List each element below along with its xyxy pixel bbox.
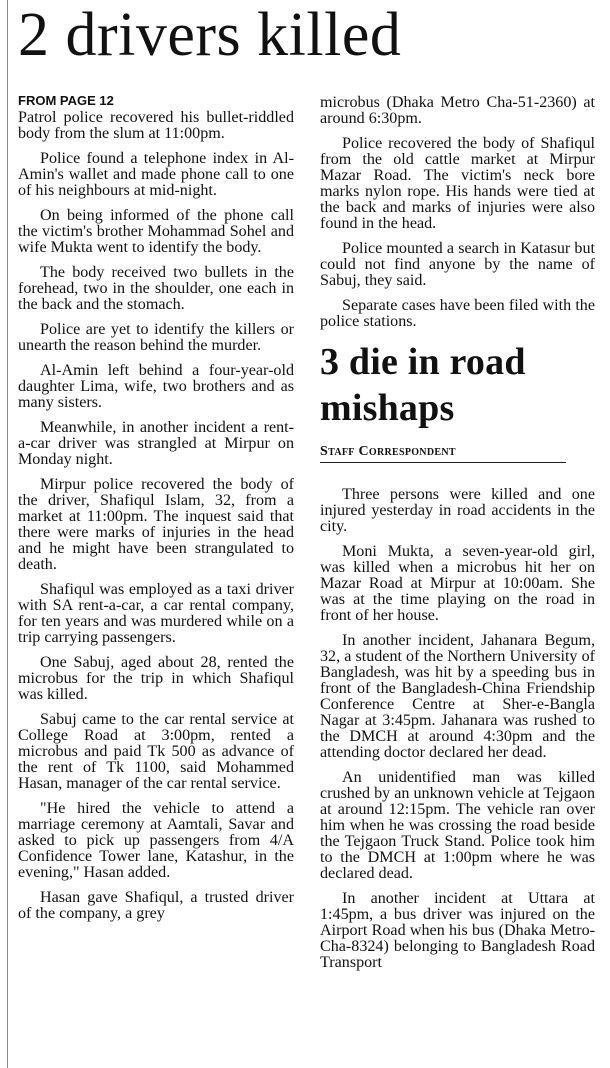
article-paragraph: Shafiqul was employed as a taxi driver with SA rent-a-car, a car rental company, for ten years and was murdered while on a trip carrying passengers. [18, 581, 294, 646]
article-paragraph: microbus (Dhaka Metro Cha-51-2360) at around 6:30pm. [320, 94, 595, 127]
article-paragraph: "He hired the vehicle to attend a marriage ceremony at Aamtali, Savar and asked to pick up passengers from 4/A Confidence Tower lane, Katashur, in the evening," Hasan added. [18, 800, 294, 881]
article-paragraph: Police mounted a search in Katasur but could not find anyone by the name of Sabuj, they said. [320, 240, 595, 289]
article-paragraph: One Sabuj, aged about 28, rented the microbus for the trip in which Shafiqul was killed. [18, 654, 294, 703]
article-paragraph: Three persons were killed and one injured yesterday in road accidents in the city. [320, 486, 595, 535]
article-paragraph: Police found a telephone index in Al-Amin's wallet and made phone call to one of his neighbours at mid-night. [18, 150, 294, 199]
article-paragraph: Patrol police recovered his bullet-riddled body from the slum at 11:00pm. [18, 109, 294, 142]
article-paragraph: In another incident at Uttara at 1:45pm, a bus driver was injured on the Airport Road when his bus (Dhaka Metro-Cha-8324) belonging to Bangladesh Road Transport [320, 890, 595, 971]
column-rule [7, 0, 8, 1068]
article-paragraph: Mirpur police recovered the body of the driver, Shafiqul Islam, 32, from a market at 11:00pm. The inquest said that there were marks of injuries in the head and he might have been strangulated to death. [18, 476, 294, 573]
article-paragraph: An unidentified man was killed crushed by an unknown vehicle at Tejgaon at around 12:15pm. The vehicle ran over him when he was crossing the road beside the Tejgaon Truck Stand. Police took him to the DMCH at 1:00pm where he was declared dead. [320, 769, 595, 882]
right-column [320, 95, 595, 980]
left-column [18, 92, 294, 931]
article-paragraph: Separate cases have been filed with the police stations. [320, 297, 595, 330]
subheadline: 3 die in road mishaps [320, 341, 526, 429]
article-paragraph: Sabuj came to the car rental service at College Road at 3:00pm, rented a microbus and paid Tk 500 as advance of the rent of Tk 1100, said Mohammed Hasan, manager of the car rental service. [18, 711, 294, 792]
headline: 2 drivers killed [18, 1, 402, 69]
article-paragraph: On being informed of the phone call the victim's brother Mohammad Sohel and wife Mukta went to identify the body. [18, 207, 294, 256]
article-paragraph: Hasan gave Shafiqul, a trusted driver of the company, a grey [18, 889, 294, 922]
article-paragraph: Moni Mukta, a seven-year-old girl, was killed when a microbus hit her on Mazar Road at Mirpur at 10:00am. She was at the time playing on the road in front of her house. [320, 543, 595, 624]
article-paragraph: The body received two bullets in the forehead, two in the shoulder, one each in the back and the stomach. [18, 264, 294, 313]
article-paragraph: Police are yet to identify the killers or unearth the reason behind the murder. [18, 321, 294, 354]
continuation-kicker: FROM PAGE 12 [18, 93, 114, 108]
article-paragraph: Meanwhile, in another incident a rent-a-car driver was strangled at Mirpur on Monday night. [18, 419, 294, 468]
article-paragraph: In another incident, Jahanara Begum, 32, a student of the Northern University of Bangladesh, was hit by a speeding bus in front of the Bangladesh-China Friendship Conference Centre at Sher-e-Bangla Nagar at 3:45pm. Jahanara was rushed to the DMCH at around 4:30pm and the attending doctor declared her dead. [320, 632, 595, 761]
byline: Staff Correspondent [320, 443, 566, 463]
article-paragraph: Al-Amin left behind a four-year-old daughter Lima, wife, two brothers and as many sisters. [18, 362, 294, 411]
article-paragraph: Police recovered the body of Shafiqul from the old cattle market at Mirpur Mazar Road. The victim's neck bore marks nylon rope. His hands were tied at the back and marks of injuries were also found in the head. [320, 135, 595, 232]
